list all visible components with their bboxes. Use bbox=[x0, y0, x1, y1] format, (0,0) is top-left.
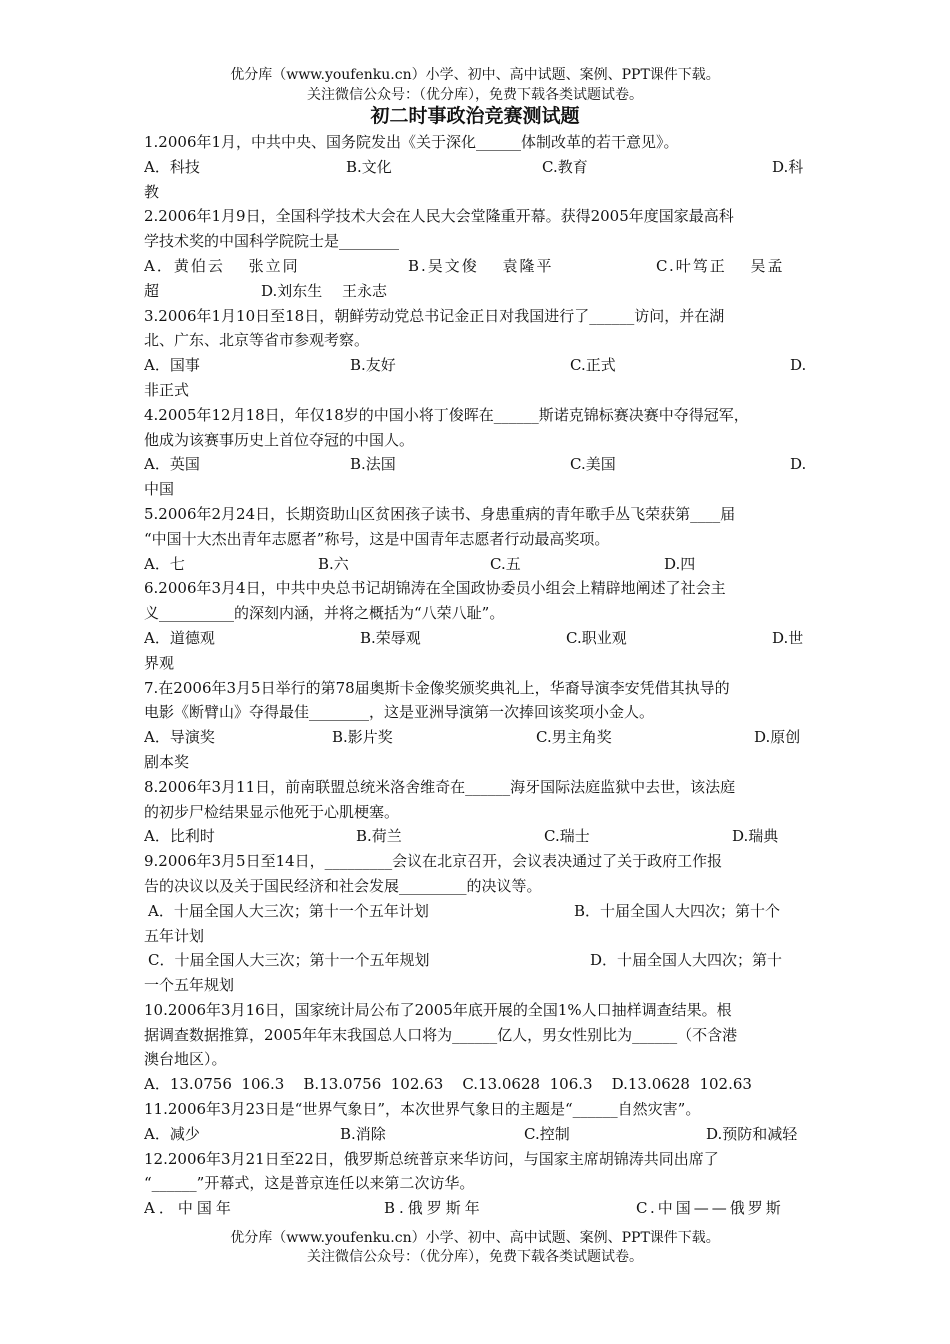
q6-option-a: A．道德观 bbox=[144, 628, 215, 647]
q8-options bbox=[144, 824, 808, 849]
q5-options bbox=[144, 552, 808, 577]
q6-stem-2: 义__________的深刻内涵，并将之概括为“八荣八耻”。 bbox=[144, 604, 505, 623]
question-list bbox=[144, 130, 808, 1221]
q2-option-c-cont: 超 bbox=[144, 281, 160, 300]
q1-option-c: C.教育 bbox=[542, 157, 588, 176]
q3-option-d: D. bbox=[790, 356, 807, 375]
q12-options bbox=[144, 1196, 808, 1221]
q11-option-b: B.消除 bbox=[340, 1124, 386, 1143]
q8-stem-2: 的初步尸检结果显示他死于心肌梗塞。 bbox=[144, 802, 400, 821]
q9-option-c: C．十届全国人大三次；第十一个五年规划 bbox=[148, 951, 430, 970]
q12-option-a: A．中国年 bbox=[144, 1199, 235, 1218]
q2-option-a: A．黄伯云 张立同 bbox=[144, 256, 300, 275]
q3-stem-1: 3.2006年1月10日至18日，朝鲜劳动党总书记金正日对我国进行了______访问，并在湖 bbox=[144, 306, 725, 325]
q9-option-b: B．十届全国人大四次；第十个 bbox=[574, 901, 781, 920]
q12-option-c: C.中国——俄罗斯 bbox=[636, 1199, 784, 1218]
q11-stem: 11.2006年3月23日是“世界气象日”，本次世界气象日的主题是“______自然灾害”。 bbox=[144, 1100, 701, 1119]
q2-stem-2: 学技术奖的中国科学院院士是________ bbox=[144, 232, 400, 251]
q4-stem-2: 他成为该赛事历史上首位夺冠的中国人。 bbox=[144, 430, 415, 449]
q6-options bbox=[144, 626, 808, 651]
q9-stem-1: 9.2006年3月5日至14日，_________会议在北京召开，会议表决通过了关于政府工作报 bbox=[144, 852, 723, 871]
q9-option-d-cont: 一个五年规划 bbox=[144, 976, 235, 995]
q3-option-d-cont: 非正式 bbox=[144, 380, 190, 399]
q1-stem: 1.2006年1月，中共中央、国务院发出《关于深化______体制改革的若干意见》。 bbox=[144, 133, 679, 151]
footer-line-1: 优分库（www.youfenku.cn）小学、初中、高中试题、案例、PPT课件下载。 bbox=[230, 1230, 720, 1246]
q12-stem-2: “______”开幕式，这是普京连任以来第二次访华。 bbox=[144, 1174, 475, 1193]
header-line-1: 优分库（www.youfenku.cn）小学、初中、高中试题、案例、PPT课件下载。 bbox=[230, 67, 720, 83]
q3-options bbox=[144, 353, 808, 378]
q11-option-a: A．减少 bbox=[144, 1124, 200, 1143]
q6-stem-1: 6.2006年3月4日，中共中央总书记胡锦涛在全国政协委员小组会上精辟地阐述了社会主 bbox=[144, 579, 726, 598]
q6-option-b: B.荣辱观 bbox=[360, 628, 421, 647]
q3-stem-2: 北、广东、北京等省市参观考察。 bbox=[144, 331, 370, 350]
q7-option-d: D.原创 bbox=[754, 728, 801, 747]
q2-options bbox=[144, 254, 808, 279]
q6-option-d-cont: 界观 bbox=[144, 653, 175, 672]
footer-line-2: 关注微信公众号：（优分库），免费下载各类试题试卷。 bbox=[307, 1249, 643, 1265]
q5-stem-2: “中国十大杰出青年志愿者”称号，这是中国青年志愿者行动最高奖项。 bbox=[144, 529, 610, 548]
q9-option-b-cont: 五年计划 bbox=[144, 926, 205, 945]
q10-stem-2: 据调查数据推算，2005年年末我国总人口将为______亿人，男女性别比为______（不含港 bbox=[144, 1025, 738, 1044]
q9-option-a: A．十届全国人大三次；第十一个五年计划 bbox=[148, 901, 429, 920]
q7-option-b: B.影片奖 bbox=[332, 728, 393, 747]
q11-option-c: C.控制 bbox=[524, 1124, 570, 1143]
q7-option-d-cont: 剧本奖 bbox=[144, 752, 190, 771]
q5-option-c: C.五 bbox=[490, 554, 521, 573]
q9-options-row-1 bbox=[144, 899, 808, 924]
q2-option-b: B.吴文俊 袁隆平 bbox=[408, 256, 554, 275]
q4-option-c: C.美国 bbox=[570, 455, 616, 474]
q9-options-row-2 bbox=[144, 948, 808, 973]
q8-option-b: B.荷兰 bbox=[356, 827, 402, 846]
q10-stem-1: 10.2006年3月16日，国家统计局公布了2005年底开展的全国1%人口抽样调查结果。根 bbox=[144, 1000, 732, 1019]
q5-option-d: D.四 bbox=[664, 554, 696, 573]
q12-stem-1: 12.2006年3月21日至22日，俄罗斯总统普京来华访问，与国家主席胡锦涛共同出席了 bbox=[144, 1149, 719, 1168]
q5-option-b: B.六 bbox=[318, 554, 349, 573]
q6-option-d: D.世 bbox=[772, 628, 804, 647]
q12-option-b: B.俄罗斯年 bbox=[384, 1199, 484, 1218]
q3-option-b: B.友好 bbox=[350, 356, 396, 375]
q3-option-a: A．国事 bbox=[144, 356, 200, 375]
q7-option-a: A．导演奖 bbox=[144, 728, 215, 747]
q4-option-d: D. bbox=[790, 455, 807, 474]
q4-option-a: A．英国 bbox=[144, 455, 200, 474]
q4-option-d-cont: 中国 bbox=[144, 480, 175, 499]
q9-option-d: D．十届全国人大四次；第十 bbox=[590, 951, 783, 970]
q1-option-b: B.文化 bbox=[346, 157, 392, 176]
header-line-2: 关注微信公众号：（优分库），免费下载各类试题试卷。 bbox=[307, 87, 643, 103]
q2-option-d: D.刘东生 王永志 bbox=[261, 281, 388, 300]
q7-stem-1: 7.在2006年3月5日举行的第78届奥斯卡金像奖颁奖典礼上，华裔导演李安凭借其执导的 bbox=[144, 678, 730, 697]
q4-options bbox=[144, 452, 808, 477]
q2-stem-1: 2.2006年1月9日，全国科学技术大会在人民大会堂隆重开幕。获得2005年度国家最高科 bbox=[144, 207, 734, 226]
q8-option-c: C.瑞士 bbox=[544, 827, 590, 846]
q1-options bbox=[144, 155, 808, 180]
q5-stem-1: 5.2006年2月24日，长期资助山区贫困孩子读书、身患重病的青年歌手丛飞荣获第____届 bbox=[144, 504, 736, 523]
q8-option-d: D.瑞典 bbox=[732, 827, 779, 846]
q6-option-c: C.职业观 bbox=[566, 628, 627, 647]
q1-option-a: A．科技 bbox=[144, 157, 200, 176]
q4-stem-1: 4.2005年12月18日，年仅18岁的中国小将丁俊晖在______斯诺克锦标赛决赛中夺得冠军， bbox=[144, 405, 749, 424]
q3-option-c: C.正式 bbox=[570, 356, 616, 375]
q9-stem-2: 告的决议以及关于国民经济和社会发展_________的决议等。 bbox=[144, 876, 542, 895]
q11-options bbox=[144, 1122, 808, 1147]
q2-option-c: C.叶笃正 吴孟 bbox=[656, 256, 785, 275]
q2-options-row-2 bbox=[144, 279, 808, 304]
q1-option-d: D.科 bbox=[772, 157, 804, 176]
q8-stem-1: 8.2006年3月11日，前南联盟总统米洛舍维奇在______海牙国际法庭监狱中去世，该法庭 bbox=[144, 777, 736, 796]
q5-option-a: A．七 bbox=[144, 554, 185, 573]
q10-options: A．13.0756 106.3 B.13.0756 102.63 C.13.0628 106.3 D.13.0628 102.63 bbox=[144, 1075, 752, 1094]
q11-option-d: D.预防和减轻 bbox=[706, 1124, 798, 1143]
q7-option-c: C.男主角奖 bbox=[536, 728, 612, 747]
q7-stem-2: 电影《断臂山》夺得最佳________，这是亚洲导演第一次捧回该奖项小金人。 bbox=[144, 703, 655, 722]
page-title: 初二时事政治竞赛测试题 bbox=[370, 105, 580, 127]
q4-option-b: B.法国 bbox=[350, 455, 396, 474]
q7-options bbox=[144, 725, 808, 750]
q8-option-a: A．比利时 bbox=[144, 827, 215, 846]
q10-stem-3: 澳台地区）。 bbox=[144, 1050, 227, 1069]
q1-option-d-cont: 教 bbox=[144, 182, 160, 201]
